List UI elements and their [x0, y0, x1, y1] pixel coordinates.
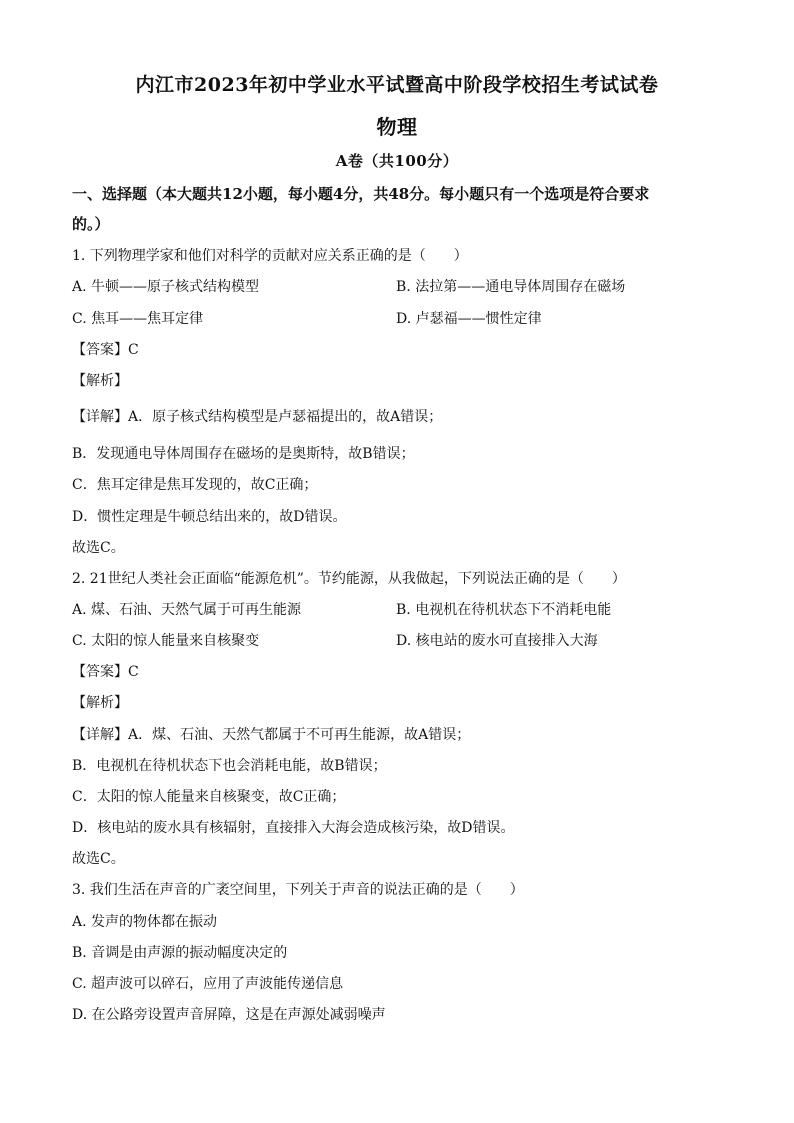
question-3-option-a: A. 发声的物体都在振动 — [72, 914, 218, 930]
question-2-conclusion: 故选C。 — [72, 851, 125, 867]
question-1-answer: 【答案】C — [72, 342, 139, 358]
question-2-answer: 【答案】C — [72, 664, 139, 680]
question-1-conclusion: 故选C。 — [72, 540, 125, 556]
question-2-stem: 2. 21世纪人类社会正面临“能源危机”。节约能源，从我做起，下列说法正确的是（ ） — [72, 571, 626, 587]
question-2-detail-1: 【详解】A．煤、石油、天然气都属于不可再生能源，故A错误； — [72, 727, 471, 743]
question-1-detail-2: B．发现通电导体周围存在磁场的是奥斯特，故B错误； — [72, 446, 415, 462]
question-1-analysis: 【解析】 — [72, 373, 128, 389]
question-3-stem: 3. 我们生活在声音的广袤空间里，下列关于声音的说法正确的是（ ） — [72, 882, 524, 898]
question-1-detail-4: D．惯性定理是牛顿总结出来的，故D错误。 — [72, 509, 347, 525]
question-3-option-c: C. 超声波可以碎石，应用了声波能传递信息 — [72, 976, 344, 992]
question-1-stem: 1. 下列物理学家和他们对科学的贡献对应关系正确的是（ ） — [72, 248, 468, 264]
subject-title: 物理 — [376, 115, 418, 139]
part-heading-cont: 的。） — [72, 215, 110, 233]
question-1-option-c: C. 焦耳——焦耳定律 — [72, 311, 204, 327]
question-2-detail-3: C．太阳的惊人能量来自核聚变，故C正确； — [72, 789, 346, 805]
question-1-option-b: B. 法拉第——通电导体周围存在磁场 — [396, 279, 626, 295]
question-2-option-c: C. 太阳的惊人能量来自核聚变 — [72, 633, 260, 649]
question-2-option-d: D. 核电站的废水可直接排入大海 — [396, 633, 598, 649]
question-2-detail-4: D．核电站的废水具有核辐射，直接排入大海会造成核污染，故D错误。 — [72, 820, 515, 836]
question-3-option-d: D. 在公路旁设置声音屏障，这是在声源处减弱噪声 — [72, 1007, 386, 1023]
question-1-option-d: D. 卢瑟福——惯性定律 — [396, 311, 542, 327]
question-1-option-a: A. 牛顿——原子核式结构模型 — [72, 279, 260, 295]
question-2-analysis: 【解析】 — [72, 695, 128, 711]
part-heading: 一、选择题（本大题共12小题，每小题4分，共48分。每小题只有一个选项是符合要求 — [72, 185, 650, 203]
question-1-detail-3: C．焦耳定律是焦耳发现的，故C正确； — [72, 477, 318, 493]
question-2-option-b: B. 电视机在待机状态下不消耗电能 — [396, 602, 612, 618]
question-1-detail-1: 【详解】A．原子核式结构模型是卢瑟福提出的，故A错误； — [72, 409, 443, 425]
exam-title: 内江市2023年初中学业水平试暨高中阶段学校招生考试试卷 — [135, 74, 659, 96]
section-title: A卷（共100分） — [335, 152, 459, 170]
question-2-detail-2: B．电视机在待机状态下也会消耗电能，故B错误； — [72, 758, 387, 774]
question-3-option-b: B. 音调是由声源的振动幅度决定的 — [72, 945, 288, 961]
question-2-option-a: A. 煤、石油、天然气属于可再生能源 — [72, 602, 302, 618]
